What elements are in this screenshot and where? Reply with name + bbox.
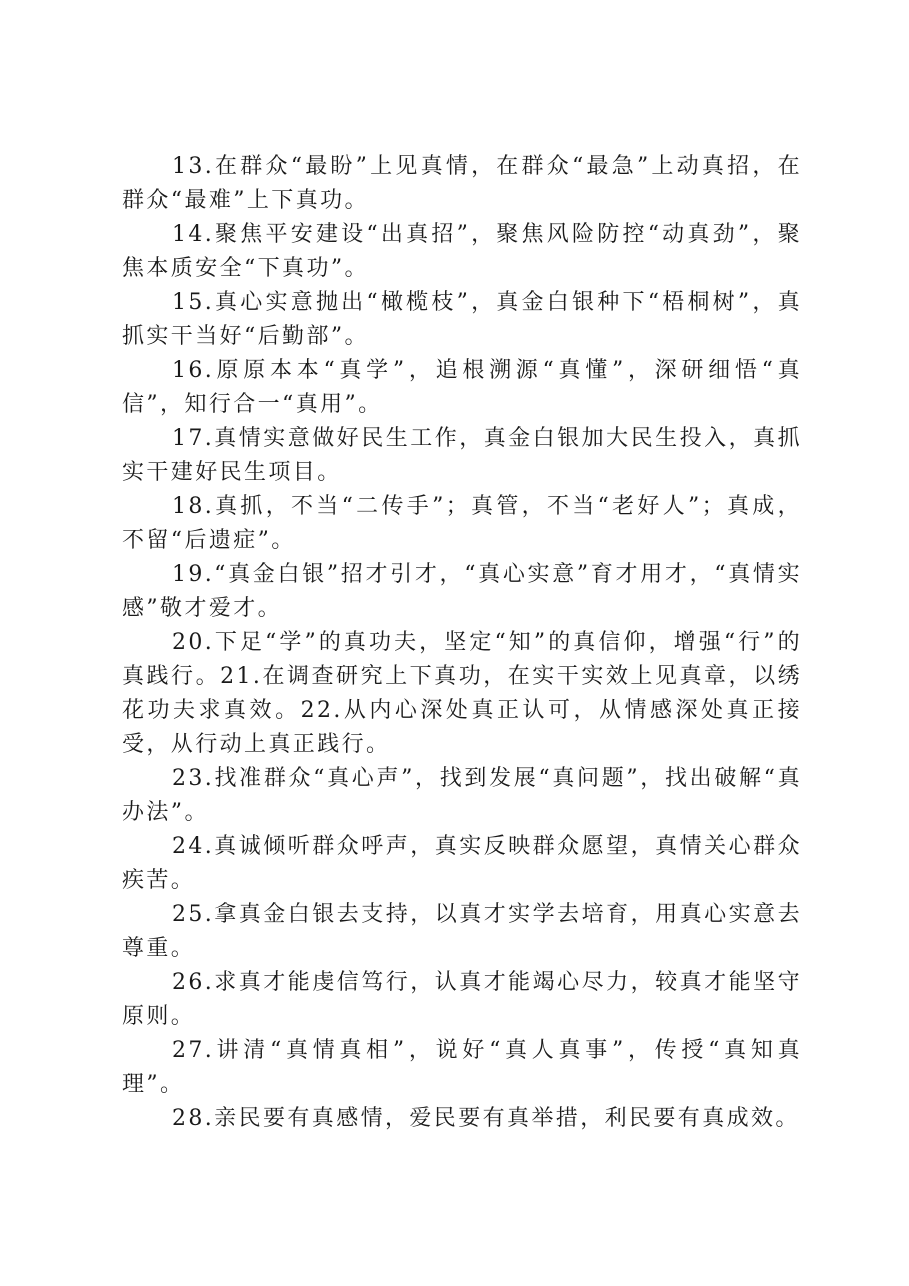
paragraph-16: 16.原原本本“真学”，追根溯源“真懂”，深研细悟“真信”，知行合一“真用”。 xyxy=(122,358,802,417)
paragraph-19: 19.“真金白银”招才引才，“真心实意”育才用才，“真情实感”敬才爱才。 xyxy=(122,562,802,621)
document-body xyxy=(122,150,802,1136)
paragraph-27: 27.讲清“真情真相”，说好“真人真事”，传授“真知真理”。 xyxy=(122,1038,802,1097)
paragraph-25: 25.拿真金白银去支持，以真才实学去培育，用真心实意去尊重。 xyxy=(122,902,802,961)
paragraph-15: 15.真心实意抛出“橄榄枝”，真金白银种下“梧桐树”，真抓实干当好“后勤部”。 xyxy=(122,290,802,349)
paragraph-13: 13.在群众“最盼”上见真情，在群众“最急”上动真招，在群众“最难”上下真功。 xyxy=(122,154,802,213)
paragraph-26: 26.求真才能虔信笃行，认真才能竭心尽力，较真才能坚守原则。 xyxy=(122,970,802,1029)
paragraph-17: 17.真情实意做好民生工作，真金白银加大民生投入，真抓实干建好民生项目。 xyxy=(122,426,802,485)
paragraph-23: 23.找准群众“真心声”，找到发展“真问题”，找出破解“真办法”。 xyxy=(122,766,802,825)
paragraph-14: 14.聚焦平安建设“出真招”，聚焦风险防控“动真劲”，聚焦本质安全“下真功”。 xyxy=(122,222,802,281)
paragraph-28: 28.亲民要有真感情，爱民要有真举措，利民要有真成效。 xyxy=(172,1106,800,1131)
paragraph-20-22: 20.下足“学”的真功夫，坚定“知”的真信仰，增强“行”的真践行。21.在调查研究上下真功，在实干实效上见真章，以绣花功夫求真效。22.从内心深处真正认可，从情感深处真正接受，从行动上真正践行。 xyxy=(122,630,802,757)
paragraph-18: 18.真抓，不当“二传手”；真管，不当“老好人”；真成，不留“后遗症”。 xyxy=(122,494,802,553)
paragraph-24: 24.真诚倾听群众呼声，真实反映群众愿望，真情关心群众疾苦。 xyxy=(122,834,802,893)
